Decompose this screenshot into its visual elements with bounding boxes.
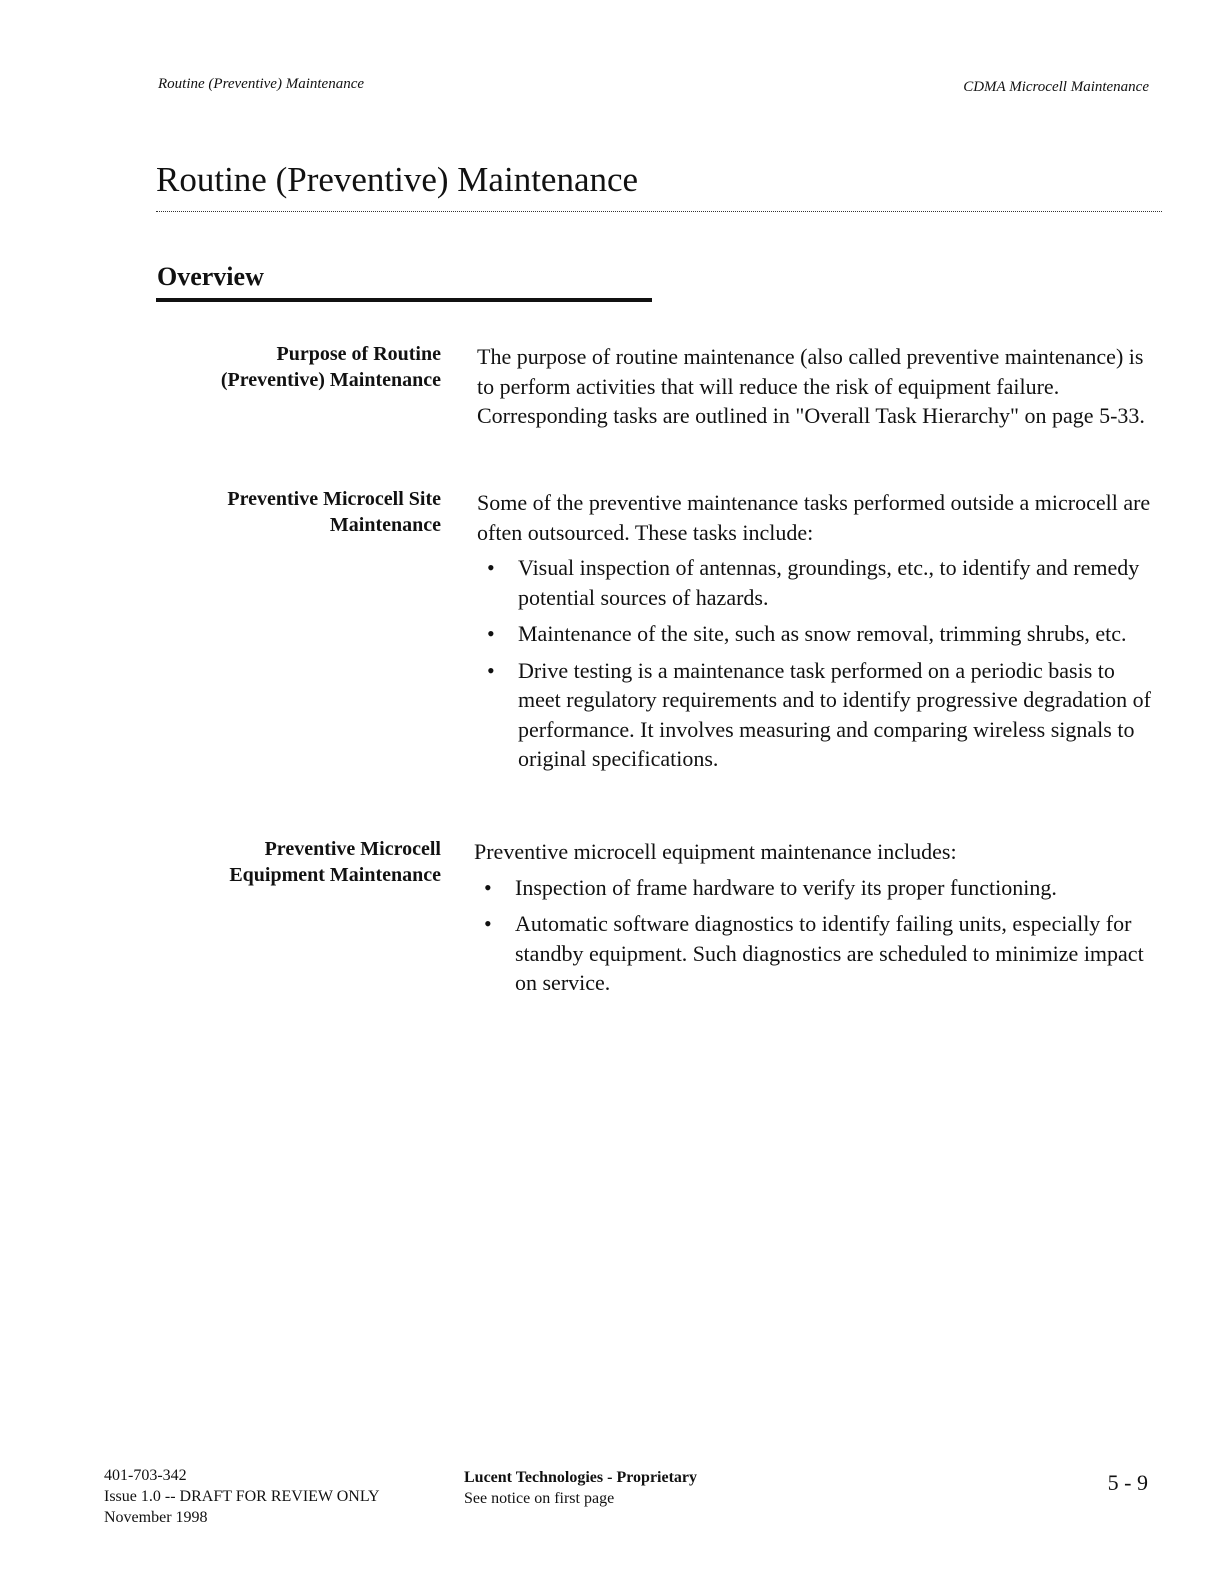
list-item-text: Drive testing is a maintenance task performed on a periodic basis to meet regulatory requirements and to identify progressive degradation of performance. It involves measuring and comparing wireless signals to original specifications. (518, 657, 1151, 771)
paragraph: Some of the preventive maintenance tasks performed outside a microcell are often outsourced. These tasks include: (477, 490, 1151, 545)
footer-doc-number: 401-703-342 (104, 1467, 187, 1484)
bullet-icon: • (484, 911, 492, 936)
row-label-site-maintenance (141, 486, 441, 538)
list-item (477, 619, 1157, 649)
running-header-right: CDMA Microcell Maintenance (963, 79, 1149, 95)
bullet-icon: • (487, 555, 495, 580)
list-item (477, 656, 1157, 774)
paragraph: The purpose of routine maintenance (also called preventive maintenance) is to perform activities that will reduce the risk of equipment failure. Corresponding tasks are outlined in "Overall Task Hierarchy" on page 5-33. (477, 344, 1145, 428)
footer-issue: Issue 1.0 -- DRAFT FOR REVIEW ONLY (104, 1488, 380, 1505)
bullet-icon: • (487, 621, 495, 646)
list-item-text: Maintenance of the site, such as snow removal, trimming shrubs, etc. (518, 621, 1127, 646)
row-body-site-maintenance (477, 488, 1157, 781)
row-label-line: Maintenance (329, 514, 441, 536)
list-item (477, 553, 1157, 612)
bullet-list (474, 873, 1154, 998)
list-item-text: Visual inspection of antennas, groundings, etc., to identify and remedy potential sources of hazards. (518, 555, 1140, 610)
row-body-purpose (477, 342, 1157, 437)
bullet-list (477, 553, 1157, 774)
page-title: Routine (Preventive) Maintenance (156, 160, 639, 199)
page-number: 5 - 9 (1107, 1470, 1148, 1495)
footer-document-info (104, 1465, 380, 1528)
row-label-purpose (141, 341, 441, 393)
row-label-line: Equipment Maintenance (229, 864, 441, 886)
row-label-line: Preventive Microcell (264, 838, 441, 860)
paragraph: Preventive microcell equipment maintenance includes: (474, 839, 957, 864)
list-item (474, 873, 1154, 903)
bullet-icon: • (487, 657, 495, 683)
row-label-line: (Preventive) Maintenance (220, 369, 441, 391)
list-item (474, 909, 1154, 998)
footer-notice: See notice on first page (464, 1490, 615, 1507)
row-body-equipment-maintenance (474, 837, 1154, 1005)
footer-proprietary-notice (464, 1467, 697, 1509)
running-header-left: Routine (Preventive) Maintenance (158, 76, 365, 92)
list-item-text: Inspection of frame hardware to verify its proper functioning. (515, 874, 1057, 900)
footer-company: Lucent Technologies - Proprietary (464, 1469, 698, 1486)
title-dotted-rule (156, 211, 1162, 212)
row-label-line: Preventive Microcell Site (227, 488, 441, 510)
section-heading-rule (156, 298, 652, 302)
section-heading: Overview (157, 262, 264, 291)
list-item-text: Automatic software diagnostics to identify failing units, especially for standby equipment. Such diagnostics are scheduled to minimize impact on service. (515, 911, 1144, 995)
row-label-line: Purpose of Routine (276, 343, 441, 365)
row-label-equipment-maintenance (141, 836, 441, 888)
bullet-icon: • (484, 874, 492, 900)
footer-date: November 1998 (104, 1509, 208, 1526)
